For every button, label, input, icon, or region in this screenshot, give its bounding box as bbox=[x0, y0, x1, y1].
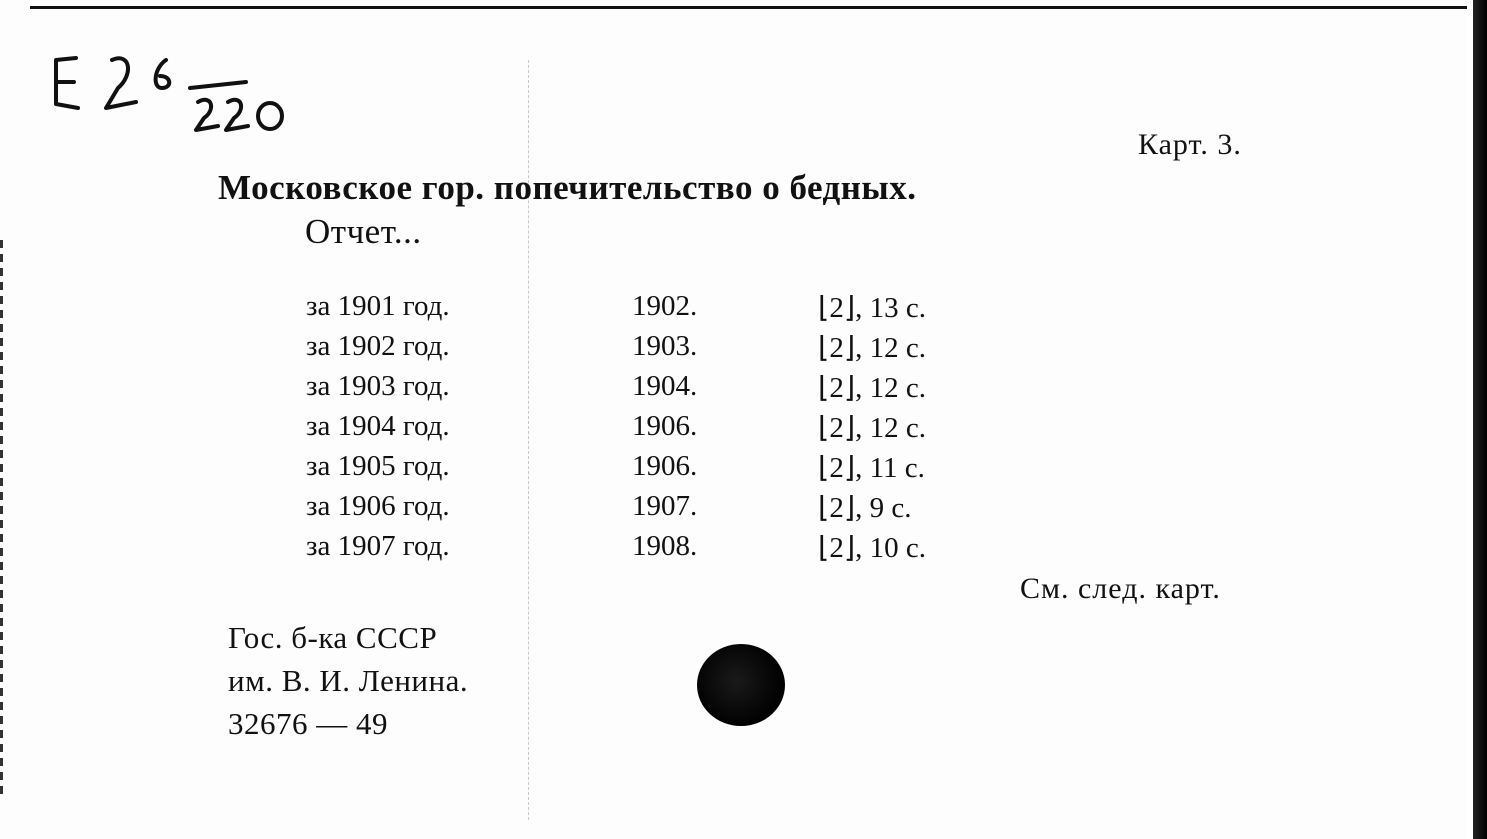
publication-year: 1903. bbox=[632, 330, 698, 362]
publication-year: 1906. bbox=[632, 410, 698, 442]
library-imprint bbox=[228, 616, 468, 745]
library-name: Гос. б-ка СССР bbox=[228, 620, 438, 655]
pagination: ⌊2⌋, 12 с. bbox=[818, 332, 926, 364]
publication-year: 1906. bbox=[632, 450, 698, 482]
report-period: за 1902 год. bbox=[306, 330, 450, 362]
card-number: Карт. 3. bbox=[1138, 128, 1242, 161]
publication-year: 1908. bbox=[632, 530, 698, 562]
report-period: за 1903 год. bbox=[306, 370, 450, 402]
pagination: ⌊2⌋, 11 с. bbox=[818, 452, 925, 484]
card-left-edge bbox=[0, 240, 3, 800]
punch-hole bbox=[697, 644, 785, 726]
report-period: за 1901 год. bbox=[306, 290, 450, 322]
publication-year: 1904. bbox=[632, 370, 698, 402]
publication-year: 1902. bbox=[632, 290, 698, 322]
see-next-card-note: См. след. карт. bbox=[1020, 572, 1221, 605]
card-right-edge bbox=[1467, 0, 1487, 839]
report-period: за 1904 год. bbox=[306, 410, 450, 442]
publication-year: 1907. bbox=[632, 490, 698, 522]
pagination: ⌊2⌋, 12 с. bbox=[818, 372, 926, 404]
report-period: за 1905 год. bbox=[306, 450, 450, 482]
report-period: за 1907 год. bbox=[306, 530, 450, 562]
pagination: ⌊2⌋, 9 с. bbox=[818, 492, 912, 524]
pagination: ⌊2⌋, 12 с. bbox=[818, 412, 926, 444]
report-period: за 1906 год. bbox=[306, 490, 450, 522]
print-order-number: 32676 — 49 bbox=[228, 706, 388, 741]
entry-title: Московское гор. попечительство о бедных. bbox=[218, 168, 917, 207]
library-dedication: им. В. И. Ленина. bbox=[228, 663, 469, 698]
pagination: ⌊2⌋, 13 с. bbox=[818, 292, 926, 324]
card-top-edge bbox=[30, 6, 1470, 9]
pagination: ⌊2⌋, 10 с. bbox=[818, 532, 926, 564]
handwritten-shelfmark bbox=[48, 38, 308, 138]
entry-subtitle: Отчет... bbox=[305, 212, 422, 251]
